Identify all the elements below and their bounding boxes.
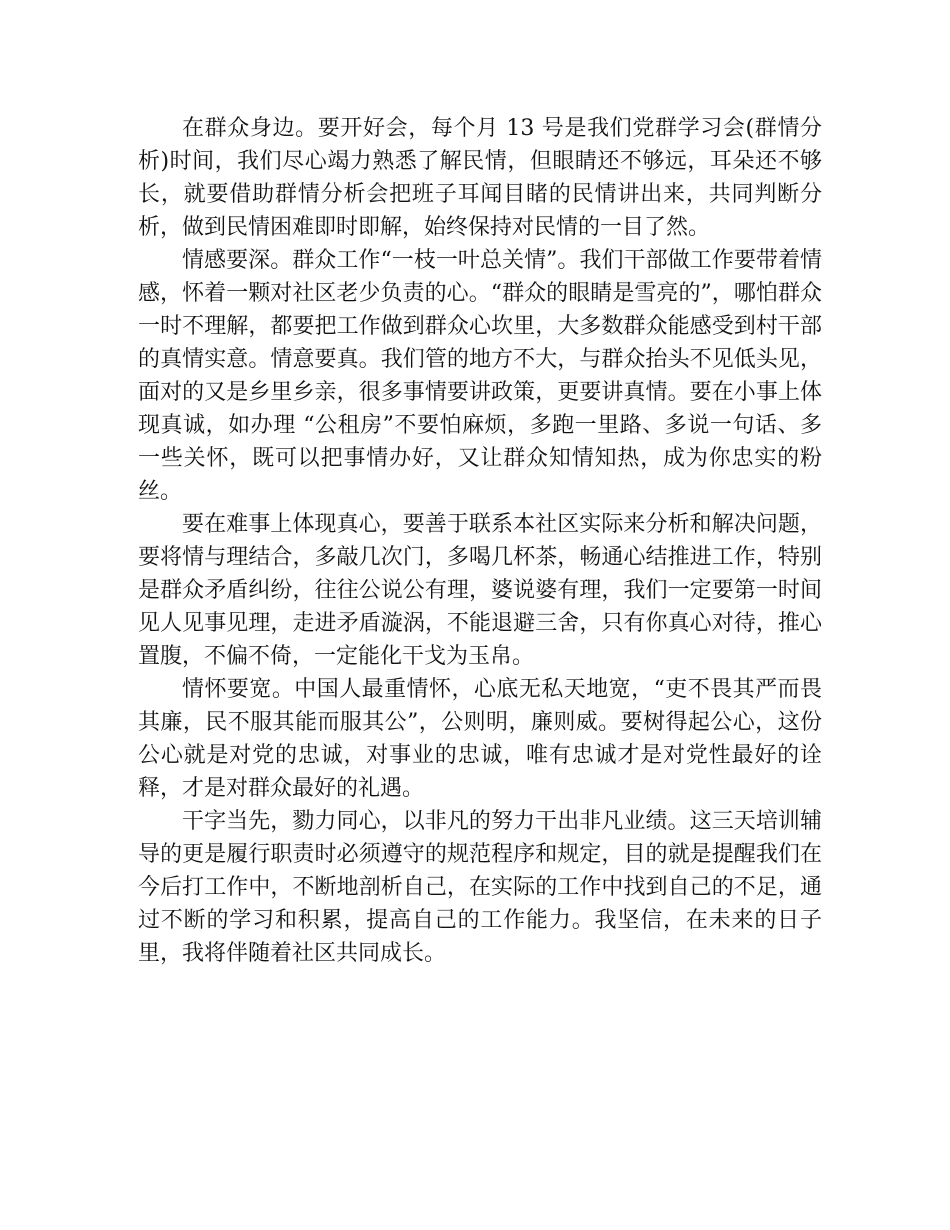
paragraph-3: 要在难事上体现真心，要善于联系本社区实际来分析和解决问题，要将情与理结合，多敲几次门，多喝几杯茶，畅通心结推进工作，特别是群众矛盾纠纷，往往公说公有理，婆说婆有理，我们一定要第一时间见人见事见理，走进矛盾漩涡，不能退避三舍，只有你真心对待，推心置腹，不偏不倚，一定能化干戈为玉帛。 bbox=[138, 512, 822, 669]
paragraph-5: 干字当先，勠力同心，以非凡的努力干出非凡业绩。这三天培训辅导的更是履行职责时必须遵守的规范程序和规定，目的就是提醒我们在今后打工作中，不断地剖析自己，在实际的工作中找到自己的不足，通过不断的学习和积累，提高自己的工作能力。我坚信，在未来的日子里，我将伴随着社区共同成长。 bbox=[138, 809, 822, 966]
paragraph-4: 情怀要宽。中国人最重情怀，心底无私天地宽，“吏不畏其严而畏其廉，民不服其能而服其公”，公则明，廉则威。要树得起公心，这份公心就是对党的忠诚，对事业的忠诚，唯有忠诚才是对党性最好的诠释，才是对群众最好的礼遇。 bbox=[138, 677, 822, 801]
paragraph-1: 在群众身边。要开好会，每个月 13 号是我们党群学习会(群情分析)时间，我们尽心竭力熟悉了解民情，但眼睛还不够远，耳朵还不够长，就要借助群情分析会把班子耳闻目睹的民情讲出来，共同判断分析，做到民情困难即时即解，始终保持对民情的一目了然。 bbox=[138, 116, 822, 240]
document-body bbox=[138, 112, 822, 970]
paragraph-2: 情感要深。群众工作“一枝一叶总关情”。我们干部做工作要带着情感，怀着一颗对社区老少负责的心。“群众的眼睛是雪亮的”，哪怕群众一时不理解，都要把工作做到群众心坎里，大多数群众能感受到村干部的真情实意。情意要真。我们管的地方不大，与群众抬头不见低头见，面对的又是乡里乡亲，很多事情要讲政策，更要讲真情。要在小事上体现真诚，如办理 “公租房”不要怕麻烦，多跑一里路、多说一句话、多一些关怀，既可以把事情办好，又让群众知情知热，成为你忠实的粉丝。 bbox=[138, 248, 822, 504]
